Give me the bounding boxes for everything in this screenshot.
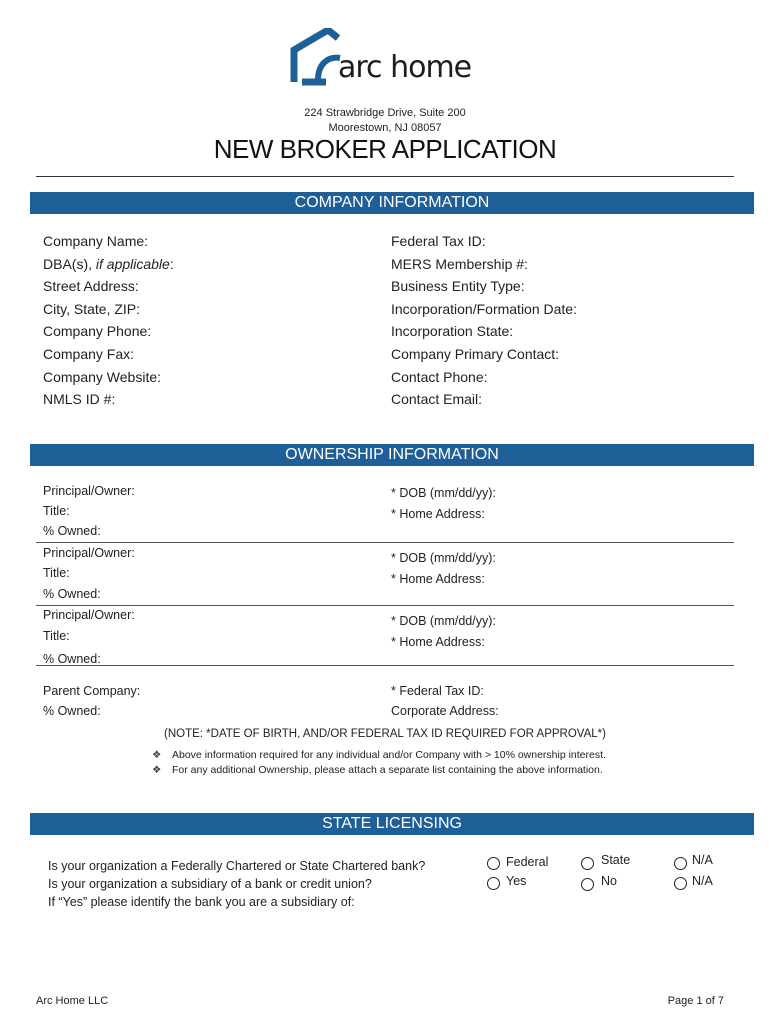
owner2-dob-label: * DOB (mm/dd/yy):: [391, 551, 496, 565]
owner1-divider: [36, 542, 734, 543]
owner1-principal-label: Principal/Owner:: [43, 484, 135, 498]
state-radio[interactable]: [581, 857, 594, 870]
company-phone-label: Company Phone:: [43, 323, 152, 339]
no-option-label: No: [601, 874, 617, 888]
na-radio-subsidiary[interactable]: [674, 877, 687, 890]
footer-company: Arc Home LLC: [36, 995, 109, 1007]
state-licensing-heading: STATE LICENSING: [30, 813, 754, 835]
state-option-label: State: [601, 853, 631, 867]
owner2-owned-label: % Owned:: [43, 587, 101, 601]
na-option-label-subsidiary: N/A: [692, 874, 713, 888]
owner3-dob-label: * DOB (mm/dd/yy):: [391, 614, 496, 628]
owner1-title-label: Title:: [43, 504, 70, 518]
owner1-home-label: * Home Address:: [391, 507, 485, 521]
contact-email-label: Contact Email:: [391, 391, 483, 407]
federal-option-label: Federal: [506, 855, 549, 869]
contact-phone-label: Contact Phone:: [391, 369, 488, 385]
parent-company-label: Parent Company:: [43, 684, 141, 698]
page-title: NEW BROKER APPLICATION: [213, 134, 557, 164]
yes-radio[interactable]: [487, 877, 500, 890]
company-info-heading: COMPANY INFORMATION: [30, 192, 754, 214]
ownership-info-heading: OWNERSHIP INFORMATION: [30, 444, 754, 466]
identify-bank-question: If “Yes” please identify the bank you are a subsidiary of:: [48, 895, 355, 909]
bullet-item: ❖ For any additional Ownership, please attach a separate list containing the above information.: [152, 764, 603, 776]
na-option-label-charter: N/A: [692, 853, 713, 867]
owner3-title-label: Title:: [43, 629, 70, 643]
owner2-home-label: * Home Address:: [391, 572, 485, 586]
owner1-owned-label: % Owned:: [43, 524, 101, 538]
owner3-home-label: * Home Address:: [391, 635, 485, 649]
address-line2: Moorestown, NJ 08057: [328, 122, 442, 134]
address-line1: 224 Strawbridge Drive, Suite 200: [304, 107, 466, 119]
owner2-divider: [36, 605, 734, 606]
owner3-owned-label: % Owned:: [43, 652, 101, 666]
title-rule: [36, 176, 734, 177]
dba-label: DBA(s), if applicable:: [43, 256, 174, 272]
parent-tax-id-label: * Federal Tax ID:: [391, 684, 484, 698]
owner2-principal-label: Principal/Owner:: [43, 546, 135, 560]
approval-note: (NOTE: *DATE OF BIRTH, AND/OR FEDERAL TAX ID REQUIRED FOR APPROVAL*): [164, 728, 606, 740]
company-name-label: Company Name:: [43, 233, 149, 249]
incorporation-date-label: Incorporation/Formation Date:: [391, 301, 577, 317]
parent-owned-label: % Owned:: [43, 704, 101, 718]
chartered-bank-question: Is your organization a Federally Chartered or State Chartered bank?: [48, 859, 426, 873]
company-fax-label: Company Fax:: [43, 346, 135, 362]
primary-contact-label: Company Primary Contact:: [391, 346, 560, 362]
logo-text: arc home: [338, 50, 472, 85]
no-radio[interactable]: [581, 878, 594, 891]
nmls-id-label: NMLS ID #:: [43, 391, 116, 407]
mers-membership-label: MERS Membership #:: [391, 256, 528, 272]
diamond-bullet-icon: ❖: [152, 764, 162, 776]
city-state-zip-label: City, State, ZIP:: [43, 301, 140, 317]
business-entity-type-label: Business Entity Type:: [391, 278, 525, 294]
bullet-item: ❖ Above information required for any individual and/or Company with > 10% ownership interest.: [152, 749, 606, 761]
federal-radio[interactable]: [487, 857, 500, 870]
subsidiary-question: Is your organization a subsidiary of a bank or credit union?: [48, 877, 372, 891]
owner3-principal-label: Principal/Owner:: [43, 608, 135, 622]
page-number: Page 1 of 7: [667, 995, 724, 1007]
yes-option-label: Yes: [506, 874, 527, 888]
diamond-bullet-icon: ❖: [152, 749, 162, 761]
owner2-title-label: Title:: [43, 566, 70, 580]
company-website-label: Company Website:: [43, 369, 162, 385]
na-radio-charter[interactable]: [674, 857, 687, 870]
owner3-divider: [36, 665, 734, 666]
incorporation-state-label: Incorporation State:: [391, 323, 514, 339]
street-address-label: Street Address:: [43, 278, 139, 294]
corporate-address-label: Corporate Address:: [391, 704, 499, 718]
federal-tax-id-label: Federal Tax ID:: [391, 233, 486, 249]
owner1-dob-label: * DOB (mm/dd/yy):: [391, 486, 496, 500]
